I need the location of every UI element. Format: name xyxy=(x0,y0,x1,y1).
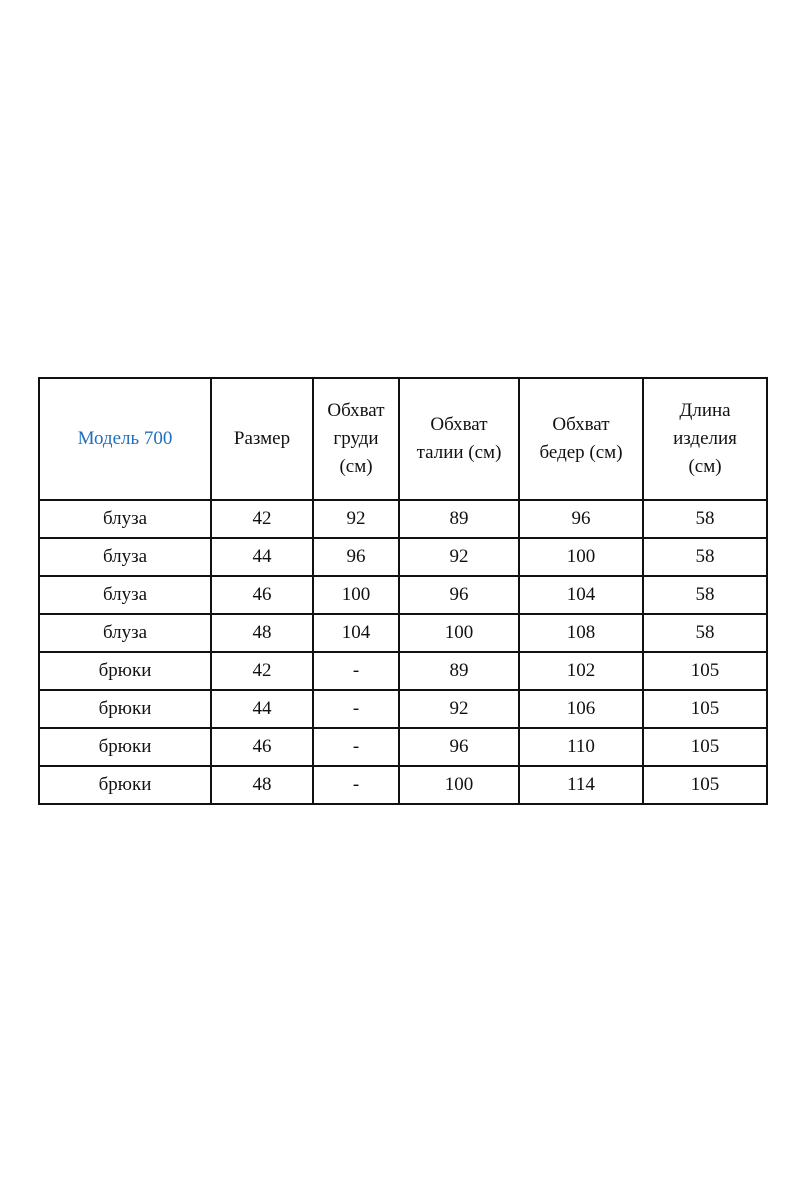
table-row xyxy=(39,728,767,766)
cell-hips: 114 xyxy=(519,766,643,804)
cell-item: брюки xyxy=(39,728,211,766)
header-hips: Обхват бедер (см) xyxy=(519,378,643,500)
header-chest: Обхват груди (см) xyxy=(313,378,399,500)
cell-item: блуза xyxy=(39,500,211,538)
cell-length: 105 xyxy=(643,728,767,766)
cell-length: 58 xyxy=(643,538,767,576)
header-row xyxy=(39,378,767,500)
cell-hips: 106 xyxy=(519,690,643,728)
cell-waist: 96 xyxy=(399,576,519,614)
cell-chest: - xyxy=(313,728,399,766)
cell-size: 44 xyxy=(211,538,313,576)
cell-size: 46 xyxy=(211,576,313,614)
size-table xyxy=(38,377,768,805)
table-row xyxy=(39,500,767,538)
cell-waist: 100 xyxy=(399,766,519,804)
cell-length: 58 xyxy=(643,500,767,538)
table-row xyxy=(39,576,767,614)
cell-chest: - xyxy=(313,652,399,690)
table-row xyxy=(39,652,767,690)
cell-waist: 92 xyxy=(399,690,519,728)
table-row xyxy=(39,766,767,804)
cell-chest: - xyxy=(313,690,399,728)
cell-hips: 102 xyxy=(519,652,643,690)
cell-size: 42 xyxy=(211,652,313,690)
cell-item: блуза xyxy=(39,614,211,652)
cell-waist: 96 xyxy=(399,728,519,766)
table-row xyxy=(39,690,767,728)
table-row xyxy=(39,614,767,652)
cell-waist: 92 xyxy=(399,538,519,576)
header-length: Длина изделия (см) xyxy=(643,378,767,500)
cell-size: 42 xyxy=(211,500,313,538)
cell-chest: - xyxy=(313,766,399,804)
cell-waist: 89 xyxy=(399,652,519,690)
cell-length: 58 xyxy=(643,614,767,652)
cell-hips: 110 xyxy=(519,728,643,766)
cell-chest: 104 xyxy=(313,614,399,652)
cell-chest: 96 xyxy=(313,538,399,576)
cell-size: 48 xyxy=(211,614,313,652)
cell-hips: 108 xyxy=(519,614,643,652)
cell-chest: 92 xyxy=(313,500,399,538)
cell-waist: 100 xyxy=(399,614,519,652)
cell-size: 44 xyxy=(211,690,313,728)
cell-waist: 89 xyxy=(399,500,519,538)
cell-hips: 104 xyxy=(519,576,643,614)
cell-chest: 100 xyxy=(313,576,399,614)
cell-item: блуза xyxy=(39,576,211,614)
cell-length: 58 xyxy=(643,576,767,614)
header-waist: Обхват талии (см) xyxy=(399,378,519,500)
cell-size: 46 xyxy=(211,728,313,766)
cell-length: 105 xyxy=(643,766,767,804)
cell-length: 105 xyxy=(643,690,767,728)
cell-item: брюки xyxy=(39,652,211,690)
cell-size: 48 xyxy=(211,766,313,804)
header-size: Размер xyxy=(211,378,313,500)
cell-item: блуза xyxy=(39,538,211,576)
table-row xyxy=(39,538,767,576)
cell-item: брюки xyxy=(39,766,211,804)
model-title: Модель 700 xyxy=(39,378,211,500)
cell-hips: 100 xyxy=(519,538,643,576)
cell-hips: 96 xyxy=(519,500,643,538)
cell-length: 105 xyxy=(643,652,767,690)
cell-item: брюки xyxy=(39,690,211,728)
